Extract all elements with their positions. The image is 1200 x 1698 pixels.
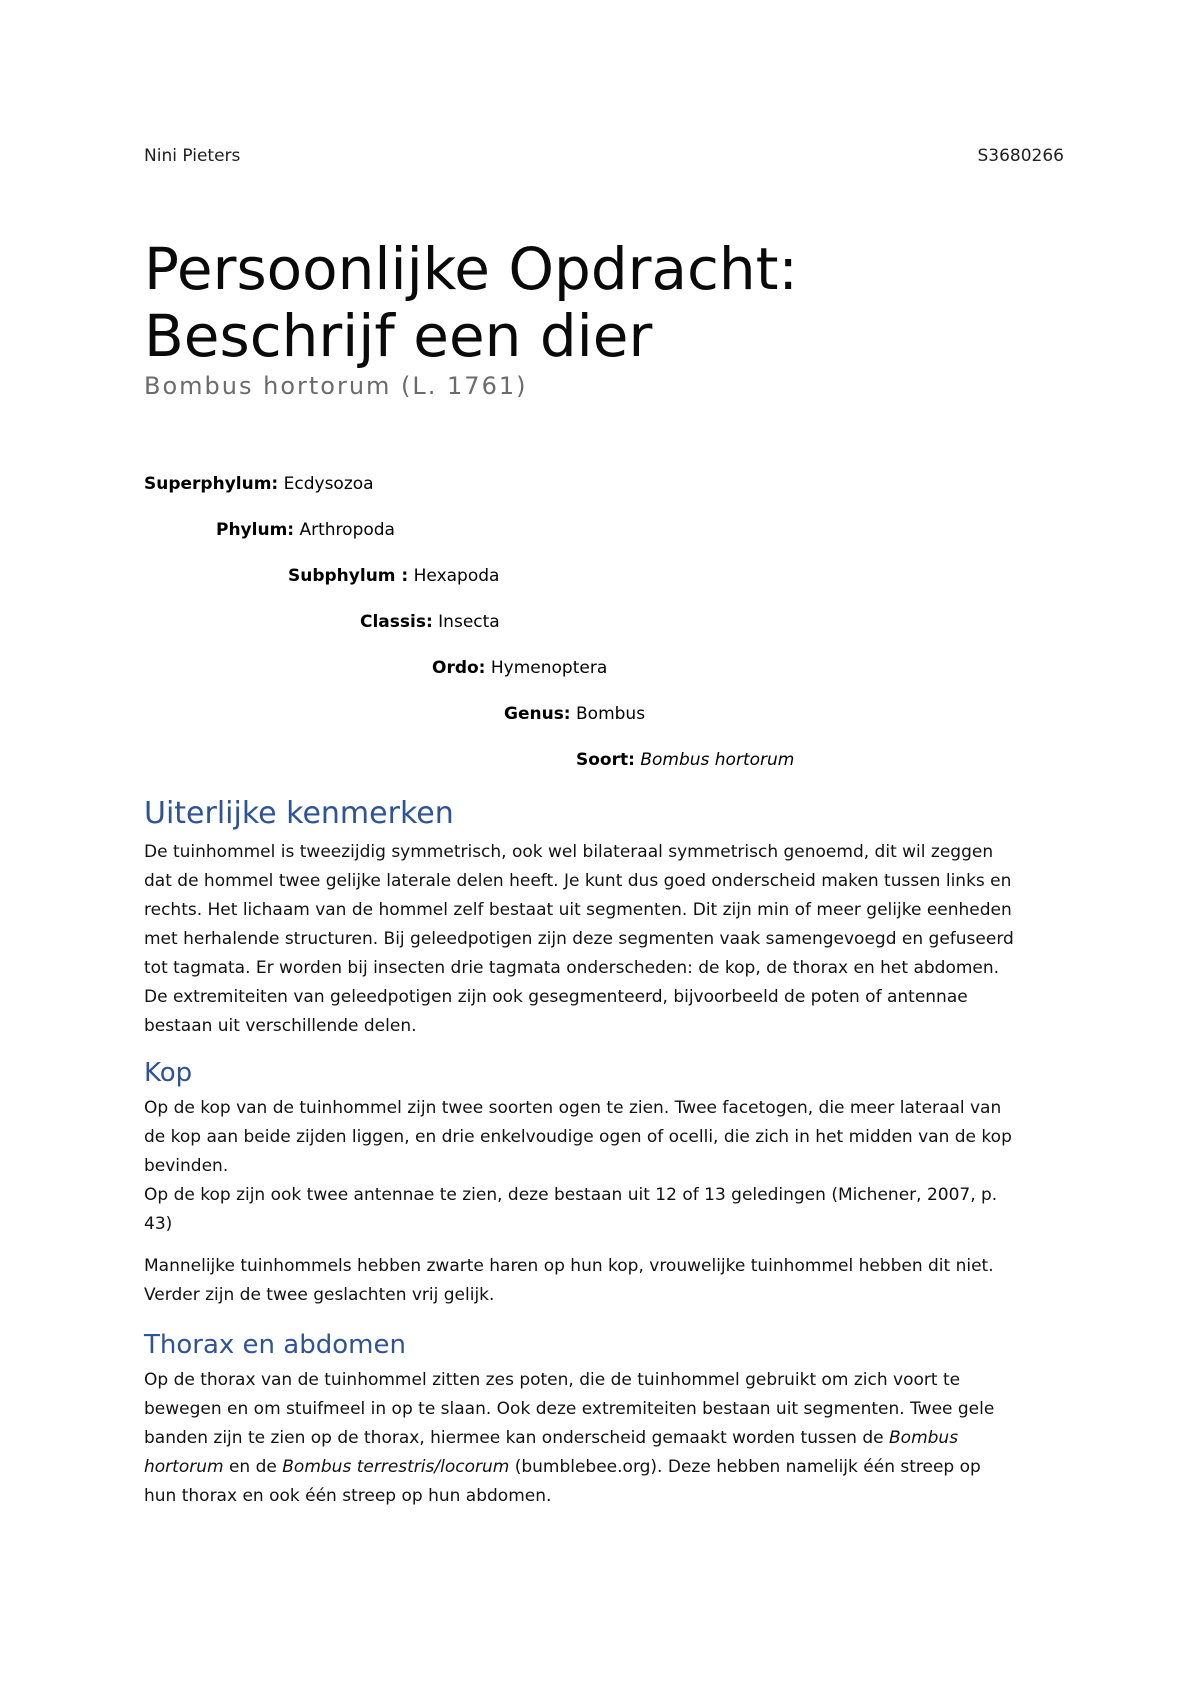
taxonomy-subphylum <box>288 564 499 588</box>
page-header <box>144 146 1064 170</box>
paragraph-uiterlijke-kenmerken <box>144 838 1074 1041</box>
taxonomy-classis <box>360 610 500 634</box>
document-subtitle: Bombus hortorum (L. 1761) <box>144 372 528 400</box>
paragraph-kop <box>144 1094 1074 1239</box>
text-line: Verder zijn de twee geslachten vrij gelijk. <box>144 1285 495 1305</box>
paragraph-kop-geslachten <box>144 1252 1074 1310</box>
taxonomy-soort <box>576 748 794 772</box>
species-name-italic: Bombus <box>889 1428 959 1448</box>
heading-kop: Kop <box>144 1058 193 1088</box>
species-name-italic: hortorum <box>144 1457 224 1477</box>
taxonomy-label: Phylum: <box>216 520 295 540</box>
author-name: Nini Pieters <box>144 146 241 166</box>
taxonomy-label: Classis: <box>360 612 433 632</box>
document-title: Persoonlijke Opdracht: Beschrijf een dier <box>144 235 798 370</box>
taxonomy-genus <box>504 702 645 726</box>
text-span: banden zijn te zien op de thorax, hiermee kan onderscheid gemaakt worden tussen de <box>144 1428 890 1448</box>
text-line: bewegen en om stuifmeel in op te slaan. Ook deze extremiteiten bestaan uit segmenten. Twee gele <box>144 1399 995 1419</box>
taxonomy-ordo <box>432 656 607 680</box>
text-line <box>144 1424 1074 1453</box>
taxonomy-label: Ordo: <box>432 658 486 678</box>
taxonomy-value: Hymenoptera <box>490 658 608 678</box>
text-line: 43) <box>144 1214 173 1234</box>
text-line: rechts. Het lichaam van de hommel zelf bestaat uit segmenten. Dit zijn min of meer gelijke eenheden <box>144 900 1012 920</box>
taxonomy-value: Insecta <box>438 612 500 632</box>
taxonomy-superphylum <box>144 472 374 496</box>
text-line: De extremiteiten van geleedpotigen zijn ook gesegmenteerd, bijvoorbeeld de poten of antennae <box>144 987 968 1007</box>
taxonomy-phylum <box>216 518 395 542</box>
text-line: hun thorax en ook één streep op hun abdomen. <box>144 1486 552 1506</box>
taxonomy-value: Bombus hortorum <box>640 750 795 770</box>
text-line: Op de kop zijn ook twee antennae te zien, deze bestaan uit 12 of 13 geledingen (Michener, 2007, p. <box>144 1185 998 1205</box>
taxonomy-label: Genus: <box>504 704 571 724</box>
text-line: met herhalende structuren. Bij geleedpotigen zijn deze segmenten vaak samengevoegd en gefuseerd <box>144 929 1014 949</box>
student-number: S3680266 <box>977 146 1064 166</box>
heading-uiterlijke-kenmerken: Uiterlijke kenmerken <box>144 796 454 831</box>
taxonomy-value: Arthropoda <box>299 520 395 540</box>
taxonomy-value: Ecdysozoa <box>283 474 374 494</box>
text-line: De tuinhommel is tweezijdig symmetrisch, ook wel bilateraal symmetrisch genoemd, dit wil zeggen <box>144 842 994 862</box>
text-line: de kop aan beide zijden liggen, en drie enkelvoudige ogen of ocelli, die zich in het midden van de kop <box>144 1127 1012 1147</box>
taxonomy-label: Soort: <box>576 750 635 770</box>
species-name-italic: Bombus terrestris/locorum <box>282 1457 510 1477</box>
text-span: en de <box>223 1457 283 1477</box>
taxonomy-value: Bombus <box>576 704 646 724</box>
text-line: Mannelijke tuinhommels hebben zwarte haren op hun kop, vrouwelijke tuinhommel hebben dit niet. <box>144 1256 994 1276</box>
text-line: bestaan uit verschillende delen. <box>144 1016 417 1036</box>
heading-thorax-en-abdomen: Thorax en abdomen <box>144 1330 406 1360</box>
taxonomy-value: Hexapoda <box>413 566 500 586</box>
text-line: dat de hommel twee gelijke laterale delen heeft. Je kunt dus goed onderscheid maken tussen links en <box>144 871 1012 891</box>
paragraph-thorax-en-abdomen <box>144 1366 1074 1511</box>
taxonomy-label: Subphylum : <box>288 566 409 586</box>
text-line: tot tagmata. Er worden bij insecten drie tagmata onderscheden: de kop, de thorax en het abdomen. <box>144 958 1000 978</box>
text-line <box>144 1453 1074 1482</box>
text-span: (bumblebee.org). Deze hebben namelijk één streep op <box>509 1457 981 1477</box>
text-line: Op de thorax van de tuinhommel zitten zes poten, die de tuinhommel gebruikt om zich voort te <box>144 1370 961 1390</box>
text-line: bevinden. <box>144 1156 229 1176</box>
taxonomy-label: Superphylum: <box>144 474 279 494</box>
text-line: Op de kop van de tuinhommel zijn twee soorten ogen te zien. Twee facetogen, die meer lateraal van <box>144 1098 1002 1118</box>
